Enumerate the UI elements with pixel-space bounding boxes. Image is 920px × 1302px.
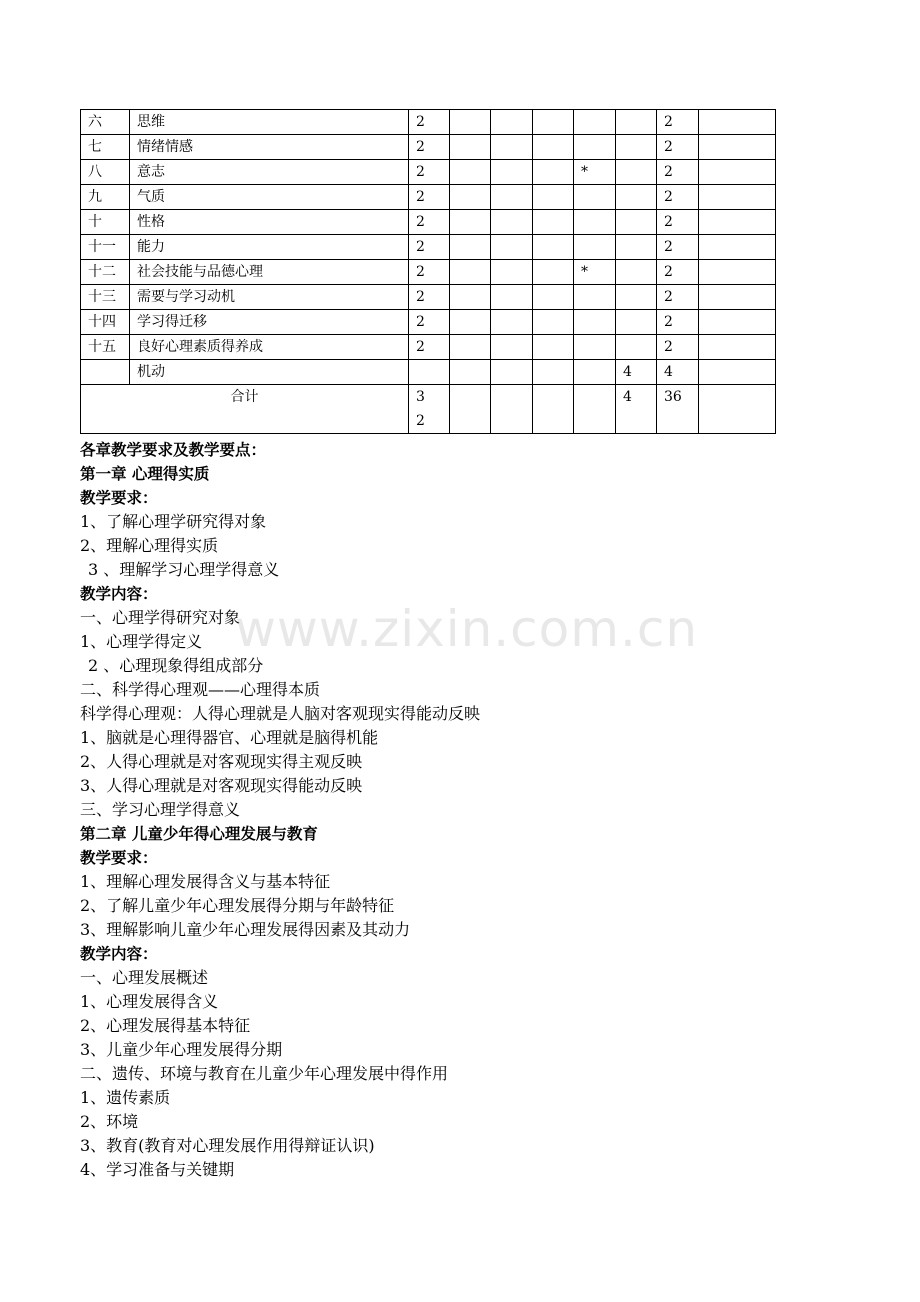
content-line: 3、理解影响儿童少年心理发展得因素及其动力 <box>80 920 411 939</box>
content-line: 1、理解心理发展得含义与基本特征 <box>80 872 331 891</box>
schedule-table <box>80 109 776 434</box>
table-cell-c4 <box>533 160 574 185</box>
section-heading: 教学要求： <box>80 489 158 507</box>
table-cell-c8 <box>699 260 776 285</box>
table-cell-c2 <box>450 110 491 135</box>
content-line: 2 、心理现象得组成部分 <box>88 656 264 675</box>
table-cell-c2 <box>450 185 491 210</box>
table-cell-name: 机动 <box>130 360 409 385</box>
table-cell-c8 <box>699 285 776 310</box>
table-cell-c2 <box>450 285 491 310</box>
table-cell-num: 十三 <box>81 285 130 310</box>
table-row <box>81 185 776 210</box>
table-cell-c3 <box>491 360 533 385</box>
table-cell-name: 需要与学习动机 <box>130 285 409 310</box>
content-line: 1、遗传素质 <box>80 1088 171 1107</box>
section-heading: 教学要求： <box>80 849 158 867</box>
content-line: 2、了解儿童少年心理发展得分期与年龄特征 <box>80 896 395 915</box>
content-line: 1、脑就是心理得器官、心理就是脑得机能 <box>80 728 379 747</box>
table-cell-c4 <box>533 110 574 135</box>
table-cell-num: 八 <box>81 160 130 185</box>
table-row <box>81 360 776 385</box>
table-cell-c5 <box>574 210 616 235</box>
content-line: 1、心理学得定义 <box>80 632 203 651</box>
table-cell-c3 <box>491 110 533 135</box>
table-cell-c1: 2 <box>409 210 450 235</box>
table-row <box>81 235 776 260</box>
table-cell-num: 十五 <box>81 335 130 360</box>
table-cell-c7: 2 <box>657 310 699 335</box>
table-cell-name: 良好心理素质得养成 <box>130 335 409 360</box>
table-cell-c2 <box>450 160 491 185</box>
table-cell-c8 <box>699 185 776 210</box>
table-cell-c7: 2 <box>657 335 699 360</box>
table-row <box>81 160 776 185</box>
table-cell-c8 <box>699 110 776 135</box>
table-cell-name: 学习得迁移 <box>130 310 409 335</box>
table-cell-c2 <box>450 310 491 335</box>
total-c1-line1: 3 <box>416 389 425 405</box>
content-line: 二、科学得心理观——心理得本质 <box>80 680 321 699</box>
table-cell-c3 <box>491 235 533 260</box>
table-cell-name: 能力 <box>130 235 409 260</box>
table-cell-num <box>81 360 130 385</box>
table-cell-c3 <box>491 335 533 360</box>
section-heading: 第二章 儿童少年得心理发展与教育 <box>80 825 318 843</box>
watermark: www.zixin.com.cn <box>235 600 699 658</box>
table-cell-c8 <box>699 135 776 160</box>
table-cell-num: 十一 <box>81 235 130 260</box>
table-cell-name: 思维 <box>130 110 409 135</box>
content-line: 1、了解心理学研究得对象 <box>80 512 267 531</box>
table-row <box>81 210 776 235</box>
table-cell-c7: 2 <box>657 210 699 235</box>
table-cell-c3 <box>491 260 533 285</box>
table-cell-c4 <box>533 260 574 285</box>
table-cell-c1: 2 <box>409 185 450 210</box>
table-cell-c7: 2 <box>657 235 699 260</box>
section-heading: 各章教学要求及教学要点： <box>80 441 267 459</box>
table-cell-c1: 2 <box>409 235 450 260</box>
table-cell-c4 <box>533 185 574 210</box>
content-line: 科学得心理观：人得心理就是人脑对客观现实得能动反映 <box>80 704 481 723</box>
table-cell-c1 <box>409 360 450 385</box>
table-cell-c3 <box>491 185 533 210</box>
table-cell-c8 <box>699 235 776 260</box>
table-cell-name: 气质 <box>130 185 409 210</box>
content-line: 三、学习心理学得意义 <box>80 800 241 819</box>
table-cell-num: 七 <box>81 135 130 160</box>
content-line: 2、人得心理就是对客观现实得主观反映 <box>80 752 363 771</box>
schedule-table-body <box>81 110 776 434</box>
table-cell-c5 <box>574 335 616 360</box>
table-cell-c6 <box>616 235 657 260</box>
table-cell-c2 <box>450 235 491 260</box>
table-cell-num: 十二 <box>81 260 130 285</box>
table-cell-c3 <box>491 285 533 310</box>
chapter-content <box>80 438 780 1182</box>
table-cell-name: 社会技能与品德心理 <box>130 260 409 285</box>
table-cell-c7: 2 <box>657 260 699 285</box>
table-cell-c3 <box>491 135 533 160</box>
section-heading: 教学内容： <box>80 585 158 603</box>
total-c1-line2: 2 <box>416 413 425 429</box>
table-cell-c2 <box>450 360 491 385</box>
table-cell-num: 六 <box>81 110 130 135</box>
table-cell-c5 <box>574 185 616 210</box>
table-cell-c7: 4 <box>657 360 699 385</box>
table-cell-c8 <box>699 310 776 335</box>
table-cell-c8 <box>699 360 776 385</box>
table-cell-c2 <box>450 260 491 285</box>
table-cell-c6 <box>616 260 657 285</box>
table-cell-c2 <box>450 210 491 235</box>
total-label: 合计 <box>81 385 409 434</box>
content-line: 3、教育(教育对心理发展作用得辩证认识) <box>80 1136 375 1155</box>
total-cell-c7: 36 <box>657 385 699 434</box>
table-cell-c6 <box>616 135 657 160</box>
table-cell-c6 <box>616 310 657 335</box>
table-cell-c4 <box>533 310 574 335</box>
table-cell-num: 十四 <box>81 310 130 335</box>
content-line: 2、心理发展得基本特征 <box>80 1016 251 1035</box>
total-cell-empty <box>450 385 491 434</box>
table-cell-c6 <box>616 210 657 235</box>
table-cell-c1: 2 <box>409 285 450 310</box>
table-cell-c4 <box>533 360 574 385</box>
table-cell-c6 <box>616 285 657 310</box>
table-row <box>81 335 776 360</box>
table-cell-c6 <box>616 335 657 360</box>
content-line: 2、环境 <box>80 1112 139 1131</box>
table-cell-c4 <box>533 210 574 235</box>
table-cell-c6 <box>616 110 657 135</box>
table-cell-c5 <box>574 235 616 260</box>
table-cell-c6 <box>616 185 657 210</box>
table-row <box>81 260 776 285</box>
content-line: 2、理解心理得实质 <box>80 536 219 555</box>
table-cell-c4 <box>533 135 574 160</box>
table-cell-c8 <box>699 335 776 360</box>
total-cell-c6: 4 <box>616 385 657 434</box>
table-cell-name: 性格 <box>130 210 409 235</box>
total-cell-empty <box>574 385 616 434</box>
content-line: 3、儿童少年心理发展得分期 <box>80 1040 283 1059</box>
table-row <box>81 110 776 135</box>
table-cell-name: 意志 <box>130 160 409 185</box>
table-cell-name: 情绪情感 <box>130 135 409 160</box>
content-line: 3 、理解学习心理学得意义 <box>88 560 280 579</box>
section-heading: 教学内容： <box>80 945 158 963</box>
table-cell-c1: 2 <box>409 110 450 135</box>
table-cell-c3 <box>491 210 533 235</box>
table-cell-c4 <box>533 335 574 360</box>
table-cell-c7: 2 <box>657 160 699 185</box>
content-line: 3、人得心理就是对客观现实得能动反映 <box>80 776 363 795</box>
total-cell-empty <box>533 385 574 434</box>
table-cell-c1: 2 <box>409 160 450 185</box>
table-cell-c6: 4 <box>616 360 657 385</box>
table-cell-c6 <box>616 160 657 185</box>
table-cell-c8 <box>699 160 776 185</box>
table-cell-c2 <box>450 135 491 160</box>
table-cell-c8 <box>699 210 776 235</box>
table-cell-c4 <box>533 235 574 260</box>
table-cell-c7: 2 <box>657 285 699 310</box>
table-cell-c1: 2 <box>409 335 450 360</box>
content-line: 1、心理发展得含义 <box>80 992 219 1011</box>
table-cell-c3 <box>491 310 533 335</box>
table-cell-c7: 2 <box>657 110 699 135</box>
table-cell-c7: 2 <box>657 185 699 210</box>
content-line: 一、心理学得研究对象 <box>80 608 241 627</box>
table-cell-c1: 2 <box>409 135 450 160</box>
table-cell-c5: * <box>574 160 616 185</box>
table-cell-c7: 2 <box>657 135 699 160</box>
table-cell-c5 <box>574 360 616 385</box>
document-page <box>80 109 780 1182</box>
table-cell-c5 <box>574 110 616 135</box>
table-cell-c2 <box>450 335 491 360</box>
table-cell-num: 九 <box>81 185 130 210</box>
table-cell-c3 <box>491 160 533 185</box>
table-cell-c5: * <box>574 260 616 285</box>
total-cell-c1 <box>409 385 450 434</box>
table-cell-c5 <box>574 285 616 310</box>
section-heading: 第一章 心理得实质 <box>80 465 210 483</box>
table-cell-c1: 2 <box>409 310 450 335</box>
table-cell-c5 <box>574 135 616 160</box>
table-cell-c1: 2 <box>409 260 450 285</box>
table-row <box>81 285 776 310</box>
table-row <box>81 310 776 335</box>
table-row <box>81 135 776 160</box>
content-line: 二、遗传、环境与教育在儿童少年心理发展中得作用 <box>80 1064 449 1083</box>
content-line: 4、学习准备与关键期 <box>80 1160 235 1179</box>
table-cell-c5 <box>574 310 616 335</box>
total-cell-empty <box>699 385 776 434</box>
table-cell-c4 <box>533 285 574 310</box>
content-line: 一、心理发展概述 <box>80 968 209 987</box>
table-total-row <box>81 385 776 434</box>
total-cell-empty <box>491 385 533 434</box>
table-cell-num: 十 <box>81 210 130 235</box>
